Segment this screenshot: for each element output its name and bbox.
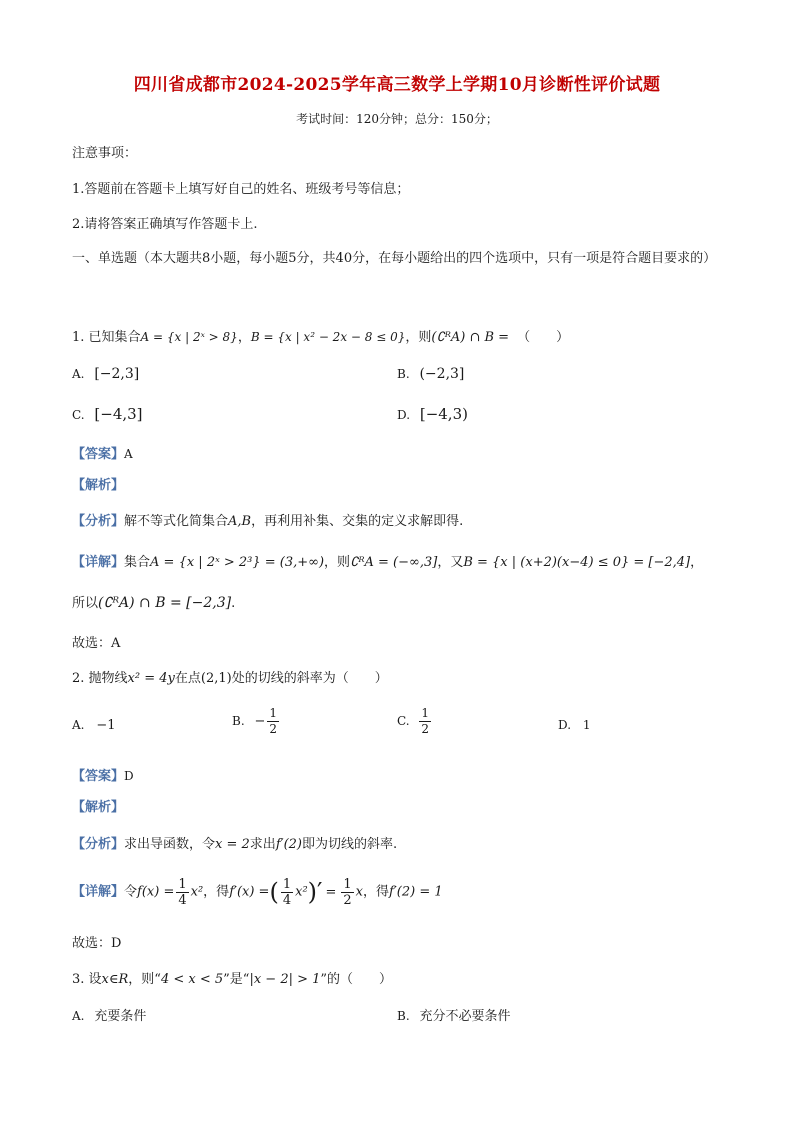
q1-answer <box>72 443 133 462</box>
q2-option-b-label: B. <box>232 714 245 728</box>
q2-curve: x² = 4y <box>127 671 175 686</box>
q2-analysis-tag <box>72 796 124 815</box>
q2-detail-pre: 令 <box>124 884 138 900</box>
q2-answer <box>72 765 134 784</box>
q1-blank: （ ） <box>517 330 570 345</box>
q3-option-a <box>72 1005 146 1024</box>
q1-set-b: B = {x | x² − 2x − 8 ≤ 0} <box>250 330 406 344</box>
q2-fenxi-x: x = 2 <box>215 837 250 852</box>
q1-detail-mid2: ，又 <box>437 555 464 570</box>
q2-detail-result: f′(2) = 1 <box>389 884 443 900</box>
q2-analysis-label: 【解析】 <box>72 800 125 815</box>
q1-so-pre: 所以 <box>72 596 99 611</box>
q2-fenxi-pre: 求出导函数，令 <box>124 837 216 852</box>
q1-analysis-label: 【解析】 <box>72 478 125 493</box>
q2-option-d <box>558 718 590 732</box>
q2-detail-lparen: ( <box>269 878 279 906</box>
q1-option-b-value: (−2,3] <box>419 366 465 382</box>
q1-answer-tag: 【答案】 <box>72 447 125 462</box>
page-title: 四川省成都市2024-2025学年高三数学上学期10月诊断性评价试题 <box>133 75 661 95</box>
q2-fenxi-tag: 【分析】 <box>72 837 125 852</box>
q2-option-b-den: 2 <box>269 722 278 736</box>
q3-option-b <box>397 1005 510 1024</box>
q3-option-b-value: 充分不必要条件 <box>419 1009 511 1024</box>
q1-detail-mid1: ，则 <box>324 555 351 570</box>
q1-conclusion <box>72 592 235 611</box>
q3-cond1: 4 < x < 5 <box>160 972 224 987</box>
q2-point: (2,1) <box>200 671 232 686</box>
q1-set-a: A = {x | 2ˣ > 8} <box>140 330 238 344</box>
q2-detail-half-den: 2 <box>343 892 352 908</box>
q1-detail-b: B = {x | (x+2)(x−4) ≤ 0} = [−2,4] <box>463 555 691 570</box>
q1-detail-ca: ∁ᴿA = (−∞,3] <box>350 555 438 570</box>
q1-sep: ， <box>237 330 251 345</box>
q2-option-c-fraction <box>419 706 431 737</box>
q2-option-c-den: 2 <box>421 722 430 736</box>
q1-so-end: . <box>231 596 236 611</box>
q2-stem-post: 处的切线的斜率为（ ） <box>231 671 388 686</box>
q2-option-a-value: −1 <box>96 718 116 733</box>
q2-fenxi-f: f′(2) <box>275 837 302 852</box>
q2-detail-rparen: )′ <box>307 878 323 906</box>
q3-option-a-value: 充要条件 <box>94 1009 147 1024</box>
q2-answer-value: D <box>124 769 134 783</box>
q3-stem-mid1: ，则“ <box>128 972 161 987</box>
q2-option-b-num: 1 <box>269 706 278 720</box>
q1-option-b <box>397 366 464 382</box>
q2-detail-tag: 【详解】 <box>72 884 125 900</box>
q1-fenxi-sets: A,B <box>228 514 252 529</box>
q1-fenxi-post: ，再利用补集、交集的定义求解即得. <box>251 514 464 529</box>
q2-option-d-label: D. <box>558 718 572 732</box>
q2-detail-half-num: 1 <box>343 876 352 892</box>
q2-stem-mid: 在点 <box>174 671 201 686</box>
exam-info: 考试时间：120分钟；总分：150分； <box>296 112 498 126</box>
q2-detail-eq: = <box>325 884 337 900</box>
q2-detail-f: f(x) = <box>137 884 175 900</box>
q1-stem <box>72 326 569 345</box>
q1-detail <box>72 551 703 570</box>
q1-detail-a: A = {x | 2ˣ > 2³} = (3,+∞) <box>150 555 325 570</box>
q2-option-c-num: 1 <box>421 706 430 720</box>
q2-stem-pre: 2. 抛物线 <box>72 671 128 686</box>
q1-option-a-value: [−2,3] <box>94 366 140 382</box>
q3-option-a-label: A. <box>72 1009 85 1023</box>
section-heading: 一、单选题（本大题共8小题，每小题5分，共40分，在每小题给出的四个选项中，只有一项是符合题目要求的） <box>72 251 717 266</box>
q1-option-b-label: B. <box>397 367 410 381</box>
q2-option-b-fraction <box>267 706 279 737</box>
q2-option-a <box>72 718 115 733</box>
q3-stem-mid2: ”是“ <box>223 972 250 987</box>
q2-detail-end-pre: ，得 <box>363 884 390 900</box>
q1-detail-pre: 集合 <box>124 555 151 570</box>
q2-fenxi-mid: 求出 <box>249 837 276 852</box>
q3-cond2: |x − 2| > 1 <box>249 972 321 987</box>
q3-stem-pre: 3. 设 <box>72 972 102 987</box>
q3-stem-post: ”的（ ） <box>320 972 393 987</box>
q1-detail-end: ， <box>690 555 704 570</box>
q1-option-a <box>72 366 139 382</box>
q1-fenxi-pre: 解不等式化简集合 <box>124 514 229 529</box>
q1-option-a-label: A. <box>72 367 85 381</box>
q3-var: x∈R <box>101 972 129 987</box>
q2-detail-quarter-2 <box>281 877 293 908</box>
q1-choose: 故选：A <box>72 636 121 651</box>
q2-detail-fp: f′(x) = <box>229 884 270 900</box>
q2-answer-tag: 【答案】 <box>72 769 125 784</box>
q2-choose: 故选：D <box>72 936 122 951</box>
q1-fenxi <box>72 510 463 529</box>
q1-analysis-tag <box>72 474 124 493</box>
q2-fenxi-post: 即为切线的斜率. <box>302 837 398 852</box>
q2-detail-mid: ，得 <box>203 884 230 900</box>
q2-option-c <box>397 706 433 737</box>
q1-option-c <box>72 405 143 423</box>
q2-detail-x2-b: x² <box>295 884 308 900</box>
notice-item-1: 1.答题前在答题卡上填写好自己的姓名、班级考号等信息； <box>72 182 410 197</box>
q1-option-d <box>397 405 468 423</box>
q2-detail-quarter2-den: 4 <box>282 892 292 908</box>
q1-option-c-value: [−4,3] <box>94 405 143 423</box>
q1-so-expr: (∁ᴿA) ∩ B = [−2,3] <box>98 595 232 611</box>
q1-stem-prefix: 1. 已知集合 <box>72 330 141 345</box>
q2-stem <box>72 667 388 686</box>
q2-detail-x: x <box>355 884 363 900</box>
q1-answer-value: A <box>124 447 133 461</box>
q2-detail <box>72 872 443 913</box>
q2-option-d-value: 1 <box>582 718 591 732</box>
q1-stem-suffix: ，则 <box>405 330 432 345</box>
q2-detail-half <box>341 877 353 908</box>
q2-option-b <box>232 706 281 737</box>
notice-item-2: 2.请将答案正确填写作答题卡上. <box>72 217 258 232</box>
q2-option-a-label: A. <box>72 718 85 732</box>
q1-fenxi-tag: 【分析】 <box>72 514 125 529</box>
q2-detail-quarter-num: 1 <box>178 876 187 892</box>
q3-stem <box>72 968 392 987</box>
q2-option-c-label: C. <box>397 714 410 728</box>
q1-option-d-label: D. <box>397 408 411 422</box>
q2-fenxi <box>72 833 397 852</box>
q2-detail-x2: x² <box>190 884 204 900</box>
q3-option-b-label: B. <box>397 1009 410 1023</box>
q1-option-c-label: C. <box>72 408 85 422</box>
notice-heading: 注意事项： <box>72 146 138 161</box>
q1-expr: (∁ᴿA) ∩ B = <box>431 330 510 345</box>
q2-option-b-sign: − <box>254 714 266 729</box>
q2-detail-quarter-den: 4 <box>178 892 187 908</box>
q1-option-d-value: [−4,3) <box>419 405 468 423</box>
q2-detail-quarter <box>176 877 188 908</box>
q2-detail-quarter2-num: 1 <box>282 876 292 892</box>
q1-detail-tag: 【详解】 <box>72 555 125 570</box>
